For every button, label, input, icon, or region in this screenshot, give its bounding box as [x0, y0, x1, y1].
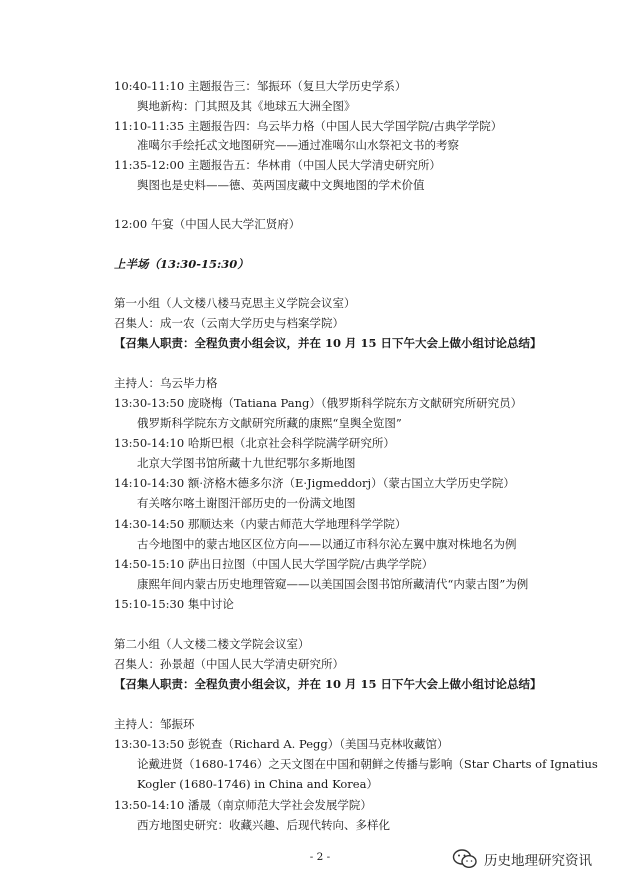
session-3-topic: 舆地新构：门其照及其《地球五大洲全图》	[137, 99, 356, 113]
talk-1-5-topic: 康熙年间内蒙古历史地理管窥——以美国国会图书馆所藏清代“内蒙古图”为例	[137, 577, 529, 591]
watermark-text: 历史地理研究资讯	[484, 853, 592, 869]
talk-1-4-topic: 古今地图中的蒙古地区区位方向——以通辽市科尔沁左翼中旗对株地名为例	[137, 537, 517, 551]
talk-2-1-topic-line-1: 论戴进贤（1680-1746）之天文图在中国和朝鲜之传播与影响（Star Charts of Ignatius	[137, 757, 598, 771]
first-half-heading: 上半场（13:30-15:30）	[114, 257, 249, 271]
talk-1-1-topic: 俄罗斯科学院东方文献研究所藏的康熙“皇舆全览图”	[137, 416, 402, 430]
talk-1-5-speaker: 14:50-15:10 萨出日拉图（中国人民大学国学院/古典学学院）	[114, 557, 434, 571]
talk-1-1-speaker: 13:30-13:50 庞晓梅（Tatiana Pang）（俄罗斯科学院东方文献研究所研究员）	[114, 396, 523, 410]
group-1-host: 主持人：乌云毕力格	[114, 376, 218, 390]
group-2-duty-note: 【召集人职责：全程负责小组会议，并在 10 月 15 日下午大会上做小组讨论总结】	[114, 677, 542, 691]
talk-1-3-topic: 有关喀尔喀土谢图汗部历史的一份满文地图	[137, 496, 356, 510]
group-1-convener: 召集人：成一农（云南大学历史与档案学院）	[114, 316, 344, 330]
group-2-title: 第二小组（人文楼二楼文学院会议室）	[114, 637, 310, 651]
talk-1-4-speaker: 14:30-14:50 那顺达来（内蒙古师范大学地理科学学院）	[114, 517, 407, 531]
talk-1-3-speaker: 14:10-14:30 额·济格木德多尔济（E·Jigmeddorj）（蒙古国立大学历史学院）	[114, 476, 515, 490]
wechat-icon	[452, 848, 478, 870]
group-1-duty-note: 【召集人职责：全程负责小组会议，并在 10 月 15 日下午大会上做小组讨论总结】	[114, 336, 542, 350]
session-5-topic: 舆图也是史料——德、英两国庋藏中文舆地图的学术价值	[137, 178, 425, 192]
talk-2-1-speaker: 13:30-13:50 彭锐查（Richard A. Pegg）（美国马克林收藏馆）	[114, 737, 449, 751]
session-4-title: 11:10-11:35 主题报告四：乌云毕力格（中国人民大学国学院/古典学学院）	[114, 119, 503, 133]
talk-2-2-topic: 西方地图史研究：收藏兴趣、后现代转向、多样化	[137, 818, 390, 832]
talk-1-2-speaker: 13:50-14:10 哈斯巴根（北京社会科学院满学研究所）	[114, 436, 395, 450]
group-2-convener: 召集人：孙景超（中国人民大学清史研究所）	[114, 657, 344, 671]
page-number: - 2 -	[309, 851, 331, 863]
group-1-discussion: 15:10-15:30 集中讨论	[114, 597, 234, 611]
group-1-title: 第一小组（人文楼八楼马克思主义学院会议室）	[114, 296, 356, 310]
watermark	[452, 846, 592, 872]
group-2-host: 主持人：邹振环	[114, 717, 195, 731]
talk-2-1-topic-line-2: Kogler (1680-1746) in China and Korea）	[137, 777, 378, 791]
talk-1-2-topic: 北京大学图书馆所藏十九世纪鄂尔多斯地图	[137, 456, 356, 470]
lunch: 12:00 午宴（中国人民大学汇贤府）	[114, 217, 301, 231]
session-5-title: 11:35-12:00 主题报告五：华林甫（中国人民大学清史研究所）	[114, 158, 441, 172]
session-4-topic: 准噶尔手绘托忒文地图研究——通过准噶尔山水祭祀文书的考察	[137, 138, 459, 152]
session-3-title: 10:40-11:10 主题报告三：邹振环（复旦大学历史学系）	[114, 79, 407, 93]
talk-2-2-speaker: 13:50-14:10 潘晟（南京师范大学社会发展学院）	[114, 798, 372, 812]
